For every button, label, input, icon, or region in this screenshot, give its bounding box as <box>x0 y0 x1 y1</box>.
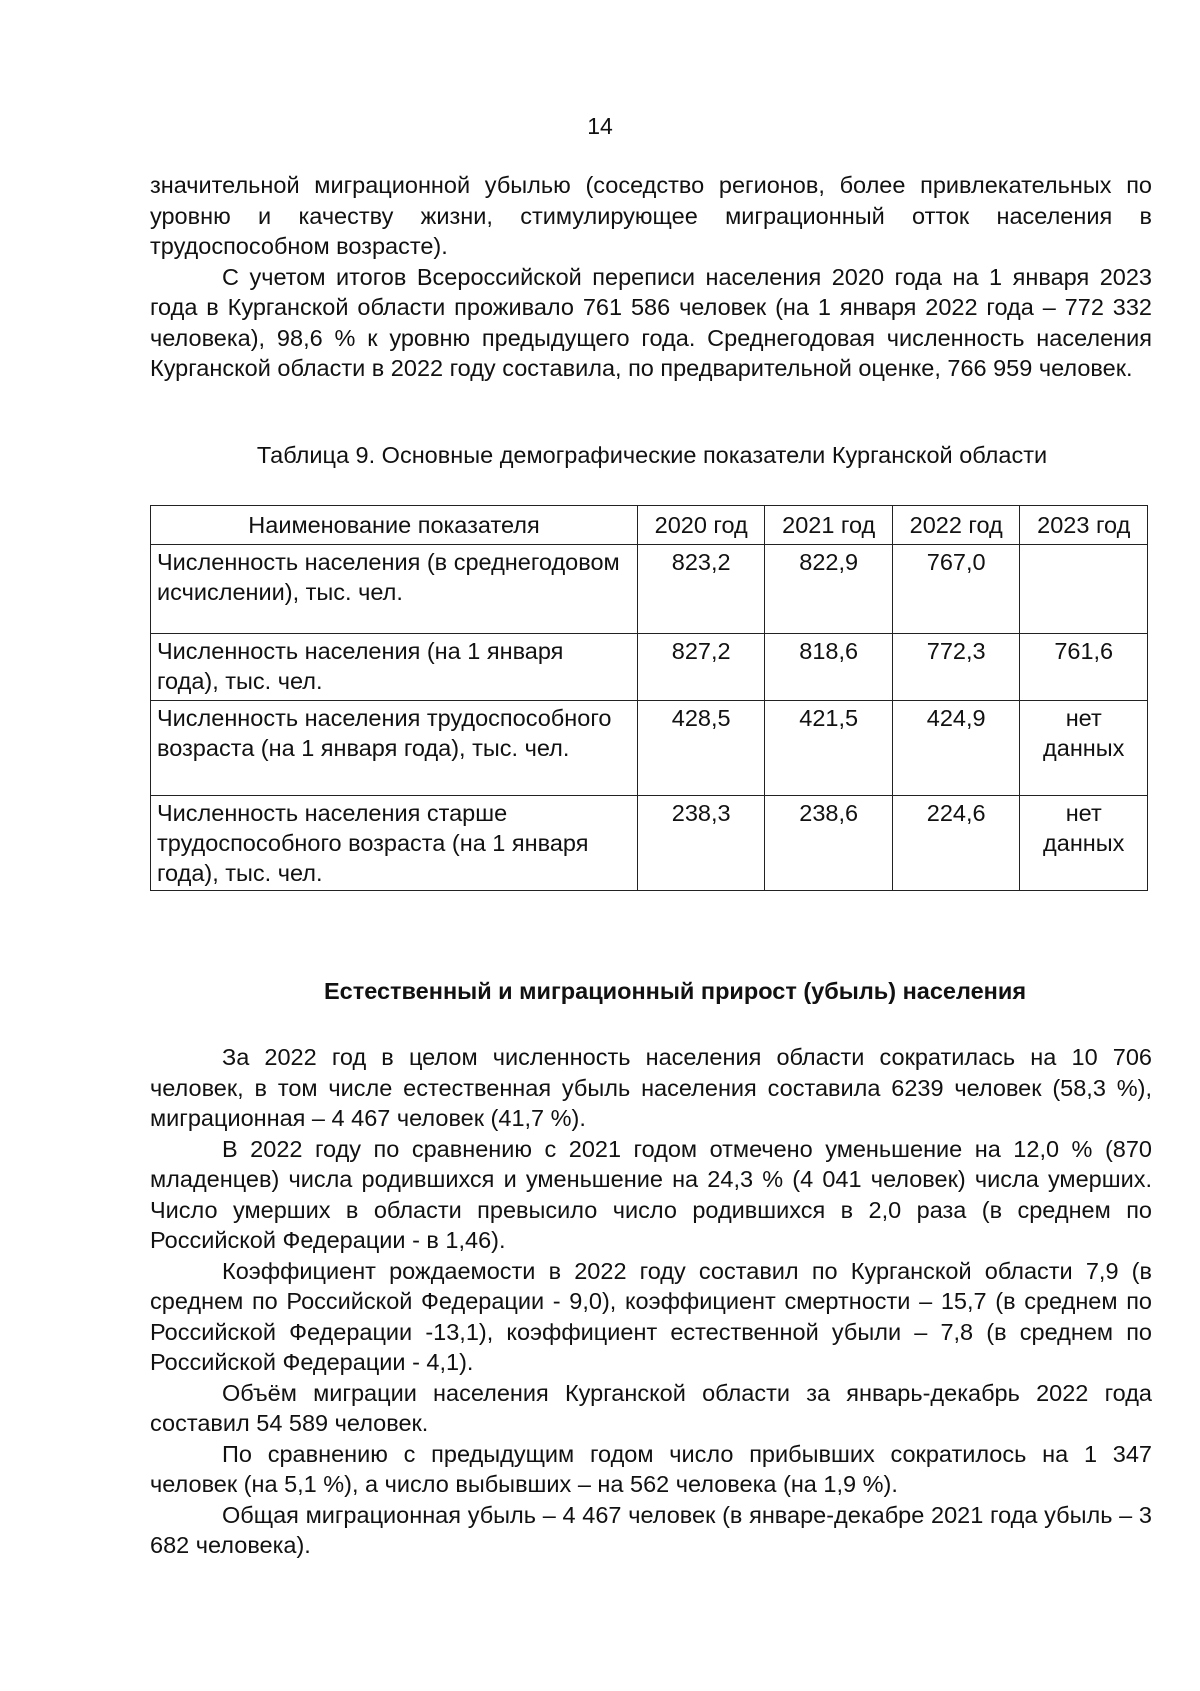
table-caption: Таблица 9. Основные демографические показатели Курганской области <box>256 442 1048 468</box>
value-cell: нет данных <box>1020 796 1148 891</box>
value-cell: 238,3 <box>637 796 765 891</box>
value-cell: 238,6 <box>765 796 893 891</box>
body-paragraph: По сравнению с предыдущим годом число прибывших сократилось на 1 347 человек (на 5,1 %), а число выбывших – на 562 человека (на 1,9 %). <box>150 1440 1152 1497</box>
value-cell: 827,2 <box>637 634 765 701</box>
value-cell: 761,6 <box>1020 634 1148 701</box>
table-row <box>151 796 1148 891</box>
table-header-cell: 2023 год <box>1020 506 1148 545</box>
table-header-cell: Наименование показателя <box>151 506 638 545</box>
indicator-name-cell: Численность населения (на 1 января года), тыс. чел. <box>151 634 638 701</box>
page-number: 14 <box>587 113 613 139</box>
table-row <box>151 545 1148 634</box>
table-header-cell: 2022 год <box>892 506 1020 545</box>
intro-paragraph: значительной миграционной убылью (соседство регионов, более привлекательных по уровню и качеству жизни, стимулирующее миграционный отток населения в трудоспособном возрасте). <box>150 172 1152 259</box>
body-text <box>150 1042 1152 1561</box>
value-cell: 818,6 <box>765 634 893 701</box>
table-header-cell: 2020 год <box>637 506 765 545</box>
intro-text <box>150 170 1152 384</box>
value-cell: 772,3 <box>892 634 1020 701</box>
value-cell: 822,9 <box>765 545 893 634</box>
table-header-cell: 2021 год <box>765 506 893 545</box>
value-cell: 823,2 <box>637 545 765 634</box>
value-cell: 767,0 <box>892 545 1020 634</box>
indicator-name-cell: Численность населения трудоспособного возраста (на 1 января года), тыс. чел. <box>151 701 638 796</box>
intro-paragraph: С учетом итогов Всероссийской переписи населения 2020 года на 1 января 2023 года в Курганской области проживало 761 586 человек (на 1 января 2022 года – 772 332 человека), 98,6 % к уровню предыдущего года. Среднегодовая численность населения Курганской области в 2022 году составила, по предварительной оценке, 766 959 человек. <box>150 263 1152 381</box>
section-heading: Естественный и миграционный прирост (убыль) населения <box>323 978 1027 1004</box>
body-paragraph: За 2022 год в целом численность населения области сократилась на 10 706 человек, в том числе естественная убыль населения составила 6239 человек (58,3 %), миграционная – 4 467 человек (41,7 %). <box>150 1044 1152 1131</box>
table-row <box>151 701 1148 796</box>
table-row <box>151 634 1148 701</box>
body-paragraph: Объём миграции населения Курганской области за январь-декабрь 2022 года составил 54 589 человек. <box>150 1379 1152 1436</box>
value-cell: 428,5 <box>637 701 765 796</box>
body-paragraph: В 2022 году по сравнению с 2021 годом отмечено уменьшение на 12,0 % (870 младенцев) числа родившихся и уменьшение на 24,3 % (4 041 человек) числа умерших. Число умерших в области превысило число родившихся в 2,0 раза (в среднем по Российской Федерации - в 1,46). <box>150 1135 1152 1253</box>
indicator-name-cell: Численность населения (в среднегодовом исчислении), тыс. чел. <box>151 545 638 634</box>
indicator-name-cell: Численность населения старше трудоспособного возраста (на 1 января года), тыс. чел. <box>151 796 638 891</box>
value-cell: 224,6 <box>892 796 1020 891</box>
value-cell <box>1020 545 1148 634</box>
body-paragraph: Общая миграционная убыль – 4 467 человек (в январе-декабре 2021 года убыль – 3 682 человека). <box>150 1501 1152 1558</box>
demographics-table <box>150 505 1148 891</box>
value-cell: нет данных <box>1020 701 1148 796</box>
table-header-row <box>151 506 1148 545</box>
body-paragraph: Коэффициент рождаемости в 2022 году составил по Курганской области 7,9 (в среднем по Российской Федерации - 9,0), коэффициент смертности – 15,7 (в среднем по Российской Федерации -13,1), коэффициент естественной убыли – 7,8 (в среднем по Российской Федерации - 4,1). <box>150 1257 1152 1375</box>
value-cell: 421,5 <box>765 701 893 796</box>
value-cell: 424,9 <box>892 701 1020 796</box>
